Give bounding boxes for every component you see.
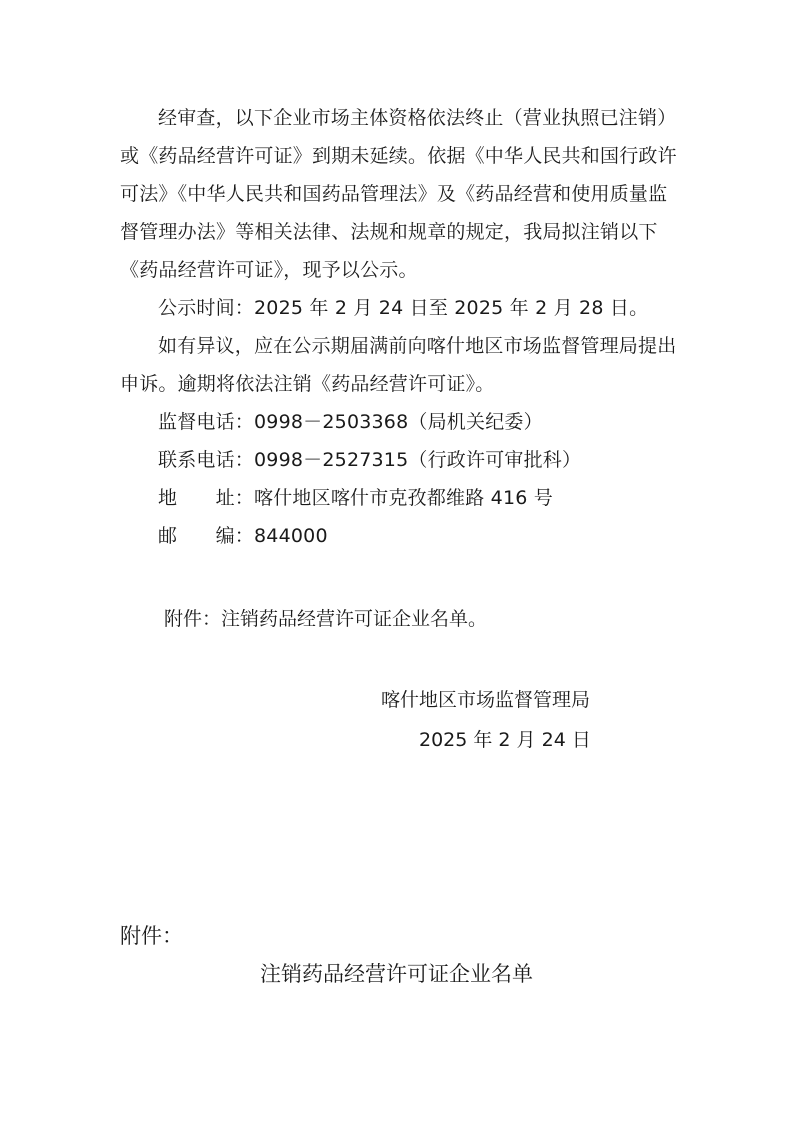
contact-line-contact-phone bbox=[120, 441, 686, 479]
attachment-title: 注销药品经营许可证企业名单 bbox=[260, 962, 533, 986]
attachment-heading: 附件： bbox=[120, 924, 183, 948]
contact-label: 地 址： bbox=[158, 487, 255, 509]
contact-line-address bbox=[120, 479, 686, 517]
notice-paragraph-period: 公示时间：2025 年 2 月 24 日至 2025 年 2 月 28 日。 bbox=[158, 297, 649, 319]
contact-label: 监督电话： bbox=[158, 411, 255, 433]
contact-label: 联系电话： bbox=[158, 449, 255, 471]
contact-line-postcode bbox=[120, 517, 686, 555]
contact-line-supervision-phone bbox=[120, 403, 686, 441]
signature-date: 2025 年 2 月 24 日 bbox=[419, 729, 591, 751]
notice-paragraph-objection: 如有异议，应在公示期届满前向喀什地区市场监督管理局提出申诉。逾期将依法注销《药品经营许可证》。 bbox=[120, 335, 677, 395]
contact-value: 喀什地区喀什市克孜都维路 416 号 bbox=[254, 487, 553, 509]
notice-body bbox=[120, 99, 686, 555]
contact-value: 0998－2503368（局机关纪委） bbox=[254, 411, 543, 433]
attachment-note: 附件：注销药品经营许可证企业名单。 bbox=[164, 608, 488, 630]
notice-paragraph-review: 经审查，以下企业市场主体资格依法终止（营业执照已注销）或《药品经营许可证》到期未延续。依据《中华人民共和国行政许可法》《中华人民共和国药品管理法》及《药品经营和使用质量监督管理办法》等相关法律、法规和规章的规定，我局拟注销以下《药品经营许可证》，现予以公示。 bbox=[120, 107, 677, 281]
contact-value: 844000 bbox=[254, 525, 328, 547]
contact-value: 0998－2527315（行政许可审批科） bbox=[254, 449, 582, 471]
signature-organization: 喀什地区市场监督管理局 bbox=[381, 689, 591, 711]
contact-label: 邮 编： bbox=[158, 525, 255, 547]
